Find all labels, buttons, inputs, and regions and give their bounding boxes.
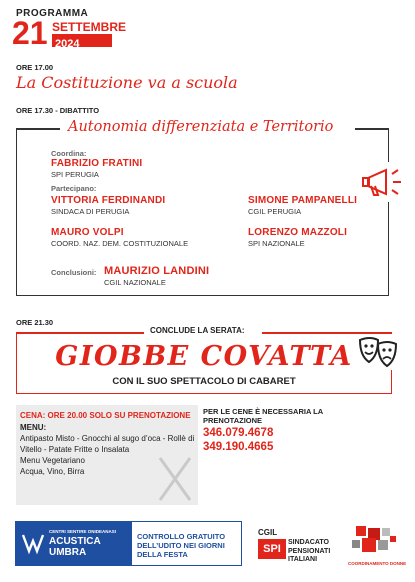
coordinator-name: FABRIZIO FRATINI [51, 158, 143, 169]
coordinamento-mosaic-icon [348, 524, 400, 556]
event1-time: ORE 17.00 [16, 63, 54, 72]
menu-line: Antipasto Misto - Gnocchi al sugo d’oca - Rollè di [20, 434, 195, 443]
coordina-label: Coordina: [51, 149, 87, 158]
participant-role: CGIL PERUGIA [248, 207, 302, 216]
coordinamento-text: COORDINAMENTO DONNE [348, 561, 407, 566]
coordinator-role: SPI PERUGIA [51, 170, 99, 179]
conclusion-name: MAURIZIO LANDINI [104, 265, 210, 277]
participant-name: VITTORIA FERDINANDI [51, 195, 166, 206]
menu-line: Acqua, Vino, Birra [20, 467, 85, 476]
booking-phone-2[interactable]: 349.190.4665 [203, 441, 274, 453]
programma-label: PROGRAMMA [16, 8, 89, 19]
conclusion-role: CGIL NAZIONALE [104, 278, 166, 287]
menu-line: Vitello - Patate Fritte o Insalata [20, 445, 130, 454]
dinner-menu-label: MENU: [20, 423, 47, 432]
acustica-brand: ACUSTICA UMBRA [49, 536, 101, 558]
sindacato-text: SINDACATO PENSIONATI ITALIANI [288, 539, 331, 563]
conclusioni-label: Conclusioni: [51, 268, 97, 277]
event-day: 21 [12, 15, 48, 51]
participant-role: SINDACA DI PERUGIA [51, 207, 130, 216]
theater-masks-icon [356, 334, 400, 370]
event-year-badge [52, 34, 112, 50]
cgil-label: CGIL [258, 528, 278, 537]
participant-name: SIMONE PAMPANELLI [248, 195, 358, 206]
cabaret-box-topline-left [16, 332, 144, 334]
cutlery-icon [152, 452, 198, 504]
debate-box-topline-right [355, 128, 389, 130]
spi-cgil-logo [258, 528, 286, 564]
acustica-small-text: CENTRI SENTIRE ONIDEANASI [49, 529, 117, 534]
coordinamento-donne-logo [348, 524, 407, 566]
partecipano-label: Partecipano: [51, 184, 97, 193]
participant-name: LORENZO MAZZOLI [248, 227, 348, 238]
dinner-title: CENA: ORE 20.00 SOLO SU PRENOTAZIONE [20, 411, 191, 420]
megaphone-icon [360, 162, 408, 202]
event3-intro: CONCLUDE LA SERATA: [150, 326, 245, 335]
checkup-text: CONTROLLO GRATUITO DELL’UDITO NEI GIORNI DELLA FESTA [137, 532, 226, 559]
event3-time: ORE 21.30 [16, 318, 54, 327]
debate-box-topline-left [16, 128, 60, 130]
cabaret-subtitle: CON IL SUO SPETTACOLO DI CABARET [112, 376, 296, 387]
event-year: 2024 [55, 38, 80, 50]
performer-name: GIOBBE COVATTA [55, 341, 353, 372]
participant-name: MAURO VOLPI [51, 227, 124, 238]
acustica-mark-icon [21, 531, 45, 555]
booking-phone-1[interactable]: 346.079.4678 [203, 427, 274, 439]
acustica-umbra-logo [15, 521, 132, 566]
event2-title: Autonomia differenziata e Territorio [64, 119, 337, 135]
event2-time: ORE 17.30 - DIBATTITO [16, 106, 100, 115]
participant-role: SPI NAZIONALE [248, 239, 305, 248]
menu-line: Menu Vegetariano [20, 456, 85, 465]
participant-role: COORD. NAZ. DEM. COSTITUZIONALE [51, 239, 189, 248]
event1-title: La Costituzione va a scuola [16, 73, 238, 92]
spi-badge: SPI [258, 539, 286, 559]
event-month: SETTEMBRE [52, 20, 127, 34]
booking-note: PER LE CENE È NECESSARIA LA PRENOTAZIONE [203, 407, 323, 425]
